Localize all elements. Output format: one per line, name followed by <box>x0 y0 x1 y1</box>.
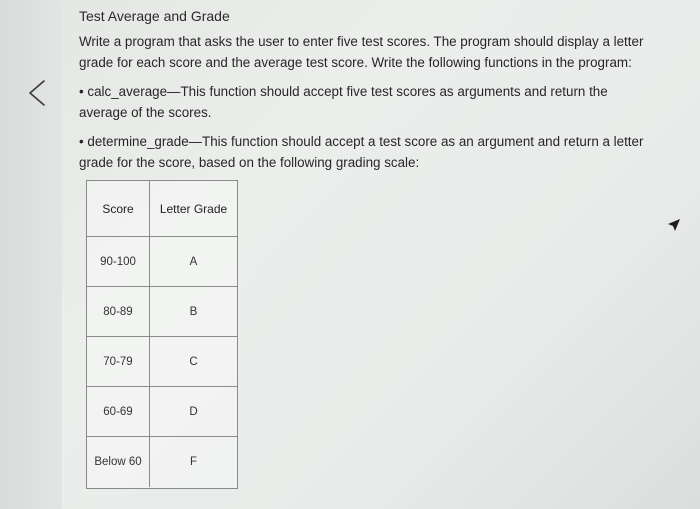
score-cell: 60-69 <box>87 387 150 436</box>
grade-cell: A <box>189 255 198 268</box>
text-line: Write a program that asks the user to enter five test scores. The program should display a letter <box>79 34 644 49</box>
grade-cell: C <box>189 355 198 368</box>
grade-cell: F <box>189 456 198 468</box>
text-line: grade for the score, based on the following grading scale: <box>79 155 420 170</box>
score-cell: 70-79 <box>87 337 150 386</box>
bullet-calc-average <box>79 81 679 123</box>
score-cell: Below 60 <box>87 437 150 487</box>
score-cell: 80-89 <box>87 287 150 336</box>
grade-cell: B <box>189 305 198 318</box>
left-nav-strip <box>0 0 62 509</box>
grade-cell: D <box>189 405 198 418</box>
table-header-score: Score <box>87 181 150 236</box>
text-line: average of the scores. <box>79 105 212 120</box>
question-paragraph <box>79 31 679 73</box>
chevron-left-icon[interactable] <box>24 78 50 108</box>
table-row <box>87 287 237 337</box>
grading-scale-table <box>86 180 238 489</box>
table-row <box>87 237 237 287</box>
question-content <box>62 0 700 509</box>
table-header-letter-grade: Letter Grade <box>159 201 228 216</box>
mouse-pointer-icon <box>667 218 681 232</box>
score-cell: 90-100 <box>87 237 150 286</box>
table-row <box>87 337 237 387</box>
question-title: Test Average and Grade <box>79 8 230 24</box>
table-row <box>87 437 237 487</box>
text-line: • determine_grade—This function should accept a test score as an argument and return a letter <box>79 134 644 149</box>
text-line: • calc_average—This function should accept five test scores as arguments and return the <box>79 84 608 99</box>
table-header-row <box>87 181 237 237</box>
text-line: grade for each score and the average test score. Write the following functions in the program: <box>79 55 632 70</box>
table-row <box>87 387 237 437</box>
bullet-determine-grade <box>79 131 679 173</box>
